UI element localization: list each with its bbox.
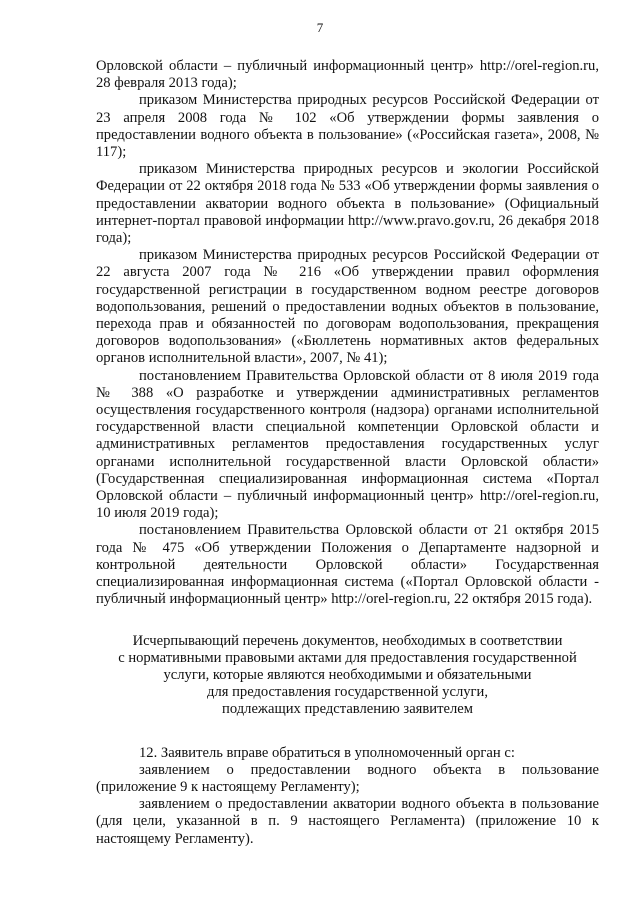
section-heading-line: услуги, которые являются необходимыми и обязательными [163, 666, 532, 683]
paragraph-order-102: приказом Министерства природных ресурсов Российской Федерации от 23 апреля 2008 года № 102 «Об утверждении формы заявления о предоставлении водного объекта в пользование» («Российская газета», 2008, № 117); [96, 92, 599, 161]
paragraph-resolution-388: постановлением Правительства Орловской области от 8 июля 2019 года № 388 «О разработке и утверждении административных регламентов осуществления государственного контроля (надзора) органами исполнительной государственной власти специальной компетенции Орловской области и административных регламентов предоставления государственных услуг органами исполнительной государственной власти Орловской области» (Государственная специализированная информационная система «Портал Орловской области – публичный информационный центр» http://orel-region.ru, 10 июля 2019 года); [96, 367, 599, 522]
section-heading-line: с нормативными правовыми актами для предоставления государственной [118, 649, 577, 666]
paragraph-portal-citation: Орловской области – публичный информационный центр» http://orel-region.ru, 28 февраля 2013 года); [96, 58, 599, 92]
document-body [96, 58, 599, 848]
paragraph-order-216: приказом Министерства природных ресурсов Российской Федерации от 22 августа 2007 года № 216 «Об утверждении правил оформления государственной регистрации в государственном водном реестре договоров водопользования, решений о предоставлении водных объектов в пользование, перехода прав и обязанностей по договорам водопользования, прекращения договоров водопользования» («Бюллетень нормативных актов федеральных органов исполнительной власти», 2007, № 41); [96, 247, 599, 367]
section-heading-line: подлежащих представлению заявителем [222, 701, 473, 718]
section-heading [96, 633, 599, 719]
paragraph-application-water-body: заявлением о предоставлении водного объекта в пользование (приложение 9 к настоящему Регламенту); [96, 761, 599, 795]
paragraph-application-water-area: заявлением о предоставлении акватории водного объекта в пользование (для цели, указанной в п. 9 настоящего Регламента) (приложение 10 к настоящему Регламенту). [96, 796, 599, 847]
section-heading-line: Исчерпывающий перечень документов, необходимых в соответствии [132, 632, 563, 649]
page-number: 7 [316, 20, 324, 35]
section-heading-line: для предоставления государственной услуги, [207, 684, 488, 701]
paragraph-order-533: приказом Министерства природных ресурсов и экологии Российской Федерации от 22 октября 2018 года № 533 «Об утверждении формы заявления о предоставлении акватории водного объекта в пользование» (Официальный интернет-портал правовой информации http://www.pravo.gov.ru, 26 декабря 2018 года); [96, 161, 599, 247]
paragraph-resolution-475: постановлением Правительства Орловской области от 21 октября 2015 года № 475 «Об утверждении Положения о Департаменте надзорной и контрольной деятельности Орловской области» Государственная специализированная информационная система («Портал Орловской области - публичный информационный центр» http://orel-region.ru, 22 октября 2015 года). [96, 522, 599, 608]
paragraph-clause-12: 12. Заявитель вправе обратиться в уполномоченный орган с: [139, 744, 515, 761]
